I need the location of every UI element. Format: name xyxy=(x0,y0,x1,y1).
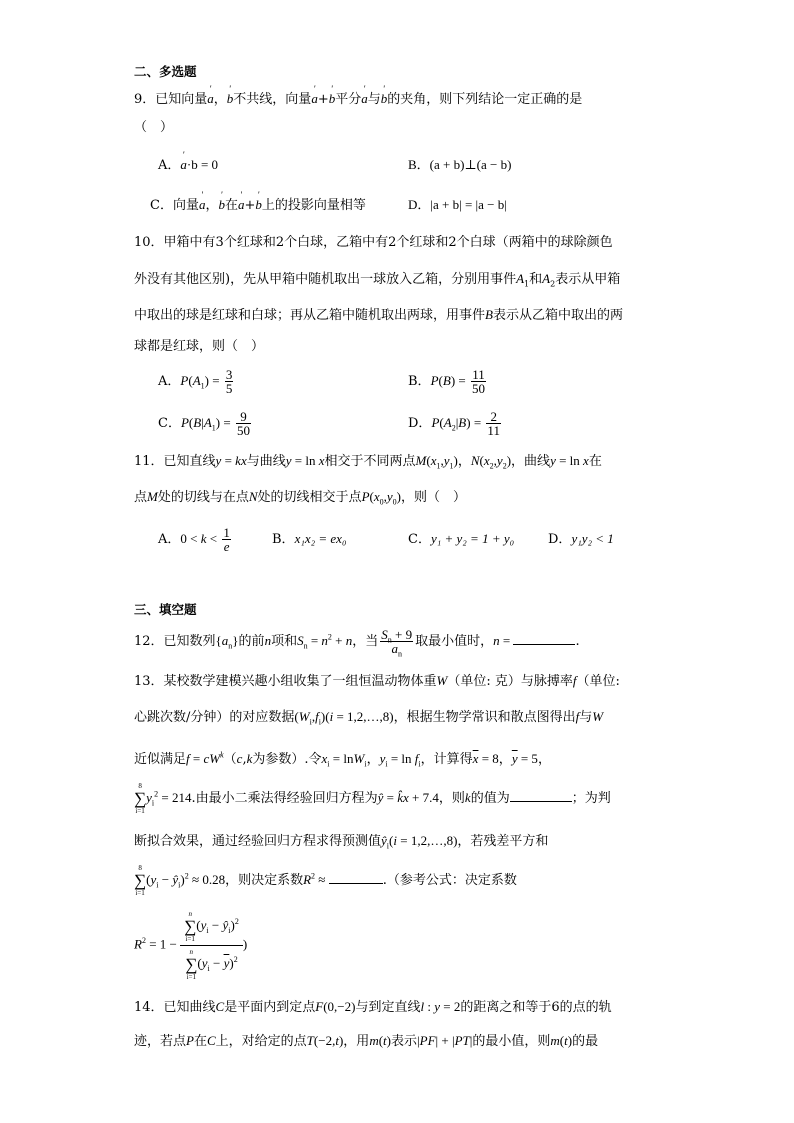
section-heading-multi-choice: 二、多选题 xyxy=(134,64,197,79)
q9-option-c[interactable]: C．向量' a，' b在' a+' b上的投影向量相等 xyxy=(150,198,366,212)
q11-line-2: 点M处的切线与在点N处的切线相交于点$P(x_0,y_0)$，则（ ） xyxy=(134,489,467,507)
q10-line-1: 10．甲箱中有3个红球和2个白球，乙箱中有2个红球和2个白球（两箱中的球除颜色 xyxy=(134,235,613,250)
q10-option-a[interactable]: A．$P(A_1)$ = $\frac{3}{5}$ xyxy=(158,367,233,396)
q13-line-4: 8 ∑ $i=1y_i^2 = 214$.由最小二乘法得经验回归方程为ŷ = k̂x + 7.4，则k的值为 ；为判 xyxy=(134,782,611,815)
q13-line-5: 断拟合效果，通过经验回归方程求得预测值$ŷ_i(i$ = 1,2,…,8)，若残差平方和 xyxy=(134,833,549,851)
q14-line-1: 14．已知曲线C是平面内到定点F(0,−2)与到定直线l : y = 2的距离之和等于6的点的轨 xyxy=(134,999,612,1015)
q12-answer-blank[interactable] xyxy=(513,632,575,645)
q10-line-2: 外没有其他区别)，先从甲箱中随机取出一球放入乙箱，分别用事件$A_1$和$A_2$表示从甲箱 xyxy=(134,271,621,289)
q9-option-a[interactable]: A．' a·b = 0 xyxy=(158,158,218,172)
q11-option-c[interactable]: C．y₁ + y₂ = 1 + y₀ xyxy=(408,531,515,547)
q11-option-a[interactable]: A．0 < k < $\frac{1}{e}$ xyxy=(158,525,230,554)
q10-line-3: 中取出的球是红球和白球；再从乙箱中随机取出两球，用事件B表示从乙箱中取出的两 xyxy=(134,307,623,323)
q11-option-d[interactable]: D．y₁y₂ < 1 xyxy=(548,531,614,547)
q10-option-c[interactable]: C．$P(B|A_1)$ = $\frac{9}{50}$ xyxy=(158,409,250,438)
q13-r2-answer-blank[interactable] xyxy=(329,871,383,884)
q9-option-d[interactable]: D．|a + b| = |a − b| xyxy=(408,197,507,212)
q11-line-1: 11．已知直线y = kx与曲线y = ln x相交于不同两点$M(x_1,y_1)$，$N(x_2,y_2)$，曲线y = ln x在 xyxy=(134,453,602,471)
q13-formula: $R^2 = 1$ − n ∑ $i=1(y_i$ − $ŷ_i)^2$ n ∑ $i=1(y_i - \overline{y})^2$ ) xyxy=(134,910,248,981)
q10-option-d[interactable]: D．$P(A_2|B)$ = $\frac{2}{11}$ xyxy=(408,409,500,438)
q9-stem: 9．已知向量' a，' b不共线，向量' a+' b平分' a与' b的夹角，则下列结论一定正确的是 xyxy=(134,92,582,106)
section-heading-fill-blank: 三、填空题 xyxy=(134,602,197,617)
q13-line-3: 近似满足$f = cW^k(c,k$为参数）.令$x_i = \ln W_i$，$y_i = \ln f_i$，计算得$\overline{x} = 8$，$\overline{y} = 5$， xyxy=(134,750,551,769)
q10-option-b[interactable]: B．P(B) = $\frac{11}{50}$ xyxy=(408,367,485,396)
q13-k-answer-blank[interactable] xyxy=(510,789,572,802)
q10-line-4: 球都是红球，则（ ） xyxy=(134,339,265,354)
q13-line-1: 13．某校数学建模兴趣小组收集了一组恒温动物体重W（单位: 克）与脉搏率f（单位: xyxy=(134,673,620,689)
q12-stem: 12．已知数列$\{a_n\}$的前n项和$S_n = n^2 + n$，当 $\frac{S_n + 9}{a_n}$ 取最小值时，n = . xyxy=(134,627,580,659)
q14-line-2: 迹，若点P在C上，对给定的点T(−2,t)，用m(t)表示|PF| + |PT|的最小值，则m(t)的最 xyxy=(134,1033,599,1049)
q13-line-2: 心跳次数/分钟）的对应数据$(W_i,f_i)(i$ = 1,2,…,8)，根据生物学常识和散点图得出f与W xyxy=(134,709,604,727)
q9-paren: （ ） xyxy=(134,120,174,135)
q9-option-b[interactable]: B．(a + b)⊥(a − b) xyxy=(408,157,512,172)
q13-line-6: 8 ∑ $i=1(y_i$ − $ŷ_i)^2 \approx 0.28$，则决定系数$R^2$ ≈ .（参考公式：决定系数 xyxy=(134,864,517,897)
q11-option-b[interactable]: B．x₁x₂ = ex₀ xyxy=(272,531,347,547)
